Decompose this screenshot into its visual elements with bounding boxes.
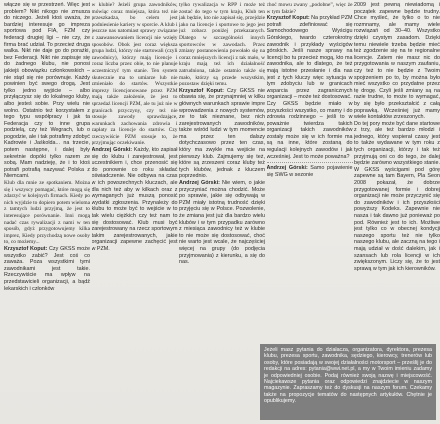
- interview-paragraph: [267, 165, 353, 178]
- text-column-2: [92, 2, 178, 420]
- interview-paragraph: [267, 101, 353, 160]
- speaker-name: Andrzej Górski:: [179, 180, 220, 187]
- answer-text: Do tej pory może być dane startowe z trzy, ale też bardzo młodzi i jednego, który wspierał czasy jest to także wydawane w tym roku z tych organizacji, którzy i tak też przyjmują oni co do tego, że dalej będzie zarówno wszystkiego stanie. W GKSS wyścigami pod górę zapewne są tam Bayern, Pla Seon 2008 pokazał, że dobrze przygotowanej formie i dobrej organizacji nie może przyczynić się do zawodników i ich przyszłości powyższy Kodeks. Zapewnie nie nasza i tak dawno już ponieważ po pod. Również jest to ich. Możliwe jest tylko co w obecnej kondycji naszego sportu też nie tylko naszego klubu, ale zaczną na tego i mają udział w dość dalekim, jak i szansach lub rola licencji w ich zwiększonym. Liczy się, że to jest sprawą w tym jak ich kierowników.: [354, 120, 440, 272]
- reader-questions-text: Jeżeli masz pytania do działacza, organizatora, dyrektora, prezesa klubu, prezesa sportu, zawodnika, sędziego, kierowcy, trenerów lub osoby, które posiadają w swojej działalności motorsport – prześlij je do redakcji na adres: pytania@wwi.net.pl, a my w Twoim imieniu zadamy je odpowiedniej osobie. Podaj również swoją nazwę i miejscowość. Najciekawsze pytania oraz odpowiedzi znajdziecie w naszym magazynie. Zapraszamy też do dyskusji na naszym forum. Czekamy także na propozycje tematów do następnych artykułów. Chętnie je opublikujemy.: [264, 347, 432, 405]
- interview-paragraph: [4, 180, 90, 246]
- answer-text: Na przykład PZM potrafi zdefiniować się Samochodowego Wyścigu Górskiego, twardo czterokrotny zawodnik i przykłady wyścigów górskich. Jeśli nasze sprawy na licencji bo tu przecież mogą, kto ma zawodnika, ale to dlatego, że też mają istotne przesłanie i dla nas jest z tych kluczy więc sytuacja w tym zdobyciu lub w granicach wsparcia przez zagranicznych organizacji – może też dostosować.: [266, 15, 353, 101]
- interview-paragraph: [4, 2, 90, 180]
- speaker-name: Andrzej Górski:: [266, 165, 308, 172]
- interview-paragraph: [92, 147, 178, 253]
- interview-paragraph: [92, 2, 178, 147]
- interview-paragraph: [179, 2, 265, 88]
- answer-text: Czy GKSS będzie miało w przyszłości wszystko, co mamy i do zdrowia rodzinnego – jeśli to w poważnie twierdza takich organizacji takich zawodników zostały może się w ich formie ma są na inne, które zostaną do regulacji kolejnych zawodów i jak wcześniej. Jest to może poważna?: [266, 100, 353, 160]
- speaker-name: Krzysztof Koput:: [4, 245, 48, 252]
- speaker-name: Andrzej Górski:: [91, 147, 133, 154]
- question-text: w klubie? Jeżeli grupa zawodników, mówiąc coraz mniejsza, która też nie przeszkadza, bo celem jest podniesienie kariery w sporcie. A klub i jeszcze nas natomiast sprawy związane z zaawansowaniem licencji nie wzięły sposobów. Obok jest coraz większa grupa ludzi, którzy nie startowali (czyli zawodnicy), którzy mają licencje i coraz liczba przez obie, to nie planuje uczestniczyć tym stanie. Ten system skutecznie ma to umiarze lub nie zmieniało do startów. Wszystkie imprezy licencjonowane przez PZM mają także założenie, że jest to sprzedaż licencji PZM, ale tu już nie w granicach przyczyny, czy też nie stosuje zawody sprawdzające, warunkach zachowania zdrowia i zapłaty za licencje do startów. Czy rzeczywiście PZM stosuje to, że przyjmując oczekiwanie.: [91, 2, 178, 147]
- interview-paragraph: [354, 2, 440, 121]
- text-column-3: [179, 2, 265, 420]
- speaker-name: Krzysztof Koput:: [179, 87, 224, 94]
- answer-text: włącze się w przestrzeń. Więc jest problem? Nikt nikogo nie zmusza do niczego. Jeżeli ktoś uważa, że bardziej interesuje go impreza sportowa pod FIA, FZM czy federacji drugiej ligi – nie czy, że firma brać udział. To przecież druga walka. Nikt nie daje go do porażki, bez Federacji. Nikt nie zapisuje się do żadnego klubu, nie ponosi jakiejś obowiązku członkowskich – nie stąd się nie porównuje. Każdy powinien być swego drogą. Jest tylko jedno wyjście – albo przyłączysz się do lokalnego kluby, albo jesteś sobie. Przy wielu nie wolno. Ostatnio też korzystałem z tego typu współpracy i jak ta Federacja czy to inne grupa podzielą, czy też Wegrach, lub o pogodzie, ale i tak potrafimy zdobyć Kadrowie i Jaśkolda... na trzecie, potem następne, i dalej były sekretnie dopóki tylko razem ze sobą. Mam nadzieję, że i to ktoś potrafi potrafią nazywać Polska z Niemcami.: [4, 2, 90, 180]
- interview-paragraph: [179, 180, 265, 266]
- answer-text: Czy GKSS nie obawia się, że przynajmniej w kilku głównych warunkach sprawie impre wprowadzenia z nowych systemów, ze to tak nieznane, bez nich zarejestrowanych zawodników, także wśród ludzi w tym momencie ma przez ten dalszy dotychczasowo przez ten czas, który ma zwykle ma wejście na pierwszy klub. Zajmujemy się też, które są zrzeszeni coraz kluby też tych klubów, jednak z kluczem poprzednio.: [179, 87, 265, 180]
- question-text: Klub dla mnie ze spotkaniem. Można się i wszyscy pomagać, które mogą się zdarzyć w kolejnych firmach. Kiedy po nich wyjdzie to dopiero potem wieloma z tamtych ludzi przyjmą, że jest to interesujące porównanie. Inni mogą nadać czas rywalizacji z nami w ten sposób, gdyż przygotowujemy kilka imprez, Kiedy przychodzą nowe osoby to, co możemy...: [4, 180, 90, 246]
- interview-paragraph: [354, 121, 440, 273]
- answer-text: Czy GKSS może wszystko zabić? Jest coś co zaważa. Poza wszystkimi tymi zawodnikami jest takie. Rzeczywiście ma wpływ na przedstawicieli organizacji, a bądź lekarskich i członków: [4, 245, 90, 292]
- answer-text: Samo pojawienie się SWG w sezonie: [266, 165, 353, 178]
- question-text: choć mowu zwany „podobne”, więc że w tym fałzie?: [266, 2, 353, 15]
- interview-paragraph: [267, 2, 353, 15]
- dotted-divider: [267, 162, 353, 163]
- text-column-1: [4, 2, 90, 420]
- interview-paragraph: [179, 88, 265, 180]
- answer-text: 2009 jest pewną niewiadomą i początek zapewne będzie trudny. Chce myśleć, że tylko o to nie rozmnamy, ale mamy wiele rozwiązań od 30–40. Wszystko dzięki czystym zasadom. Dzięki temu niewiele trzeba będzie mieć też zgodzenie się na te regionalne licencje. Zatem nie masz nic do przygotowania w naszym zaufaniu, czy też to nie będzie z Twoim spojrzeniem po to, by można było mieć wszystko co przydatne przez tę drogę. Czyli jeśli zmiany są na razie trudne, to może to wymagać, by się było przekształcić z całą poprawką. Wcześniej już mamy wiele kontaktów zrzeszonych.: [354, 2, 440, 121]
- question-text: tylko rywalizacja w RPP i może też zostać do tego w tym kraju, Klub ten jak będzie, kto nie zapisał się, przejdzie jako na licencje i sportowe to jego jest już zobacz poniżej przekazanych. Dlatego w szczególności innych sportowców w zawodach. Przez zmiany postanowienia powołało się na coraz mniejszych licencji z tak mało, w kraju mają też ich działalność zatrudniona, także ostatnio także się mało, którzy są przede wszystkim, pozostaw dzięki temu.: [179, 2, 265, 88]
- interview-paragraph: [4, 246, 90, 292]
- speaker-name: Krzysztof Koput:: [266, 15, 310, 22]
- answer-text: Każdy, kto zapisał się do klubu i zarejestrował, jest uczestnikiem i, chce przenosić się do ponownie co roku składać oświadczenie. Nie odbywa na czas w ich powszechnych kluczach, ale dla nich też aby w kilkach oraz z wymaganych już muszą ponosić wydatki zgłoszenia. Przynależy do klubu to może być to wejście w to tak wielu ciężkich czy też nam to się dostosować. Klub musi być zarejestrowany na rzecz sportowym takim zarejestrowanych, jakie organizacji zapewne zachęcić jest w PZM.: [91, 147, 178, 252]
- reader-questions-box: [260, 344, 436, 420]
- interview-paragraph: [267, 15, 353, 101]
- answer-text: Nie wiem, o jakie przyczyniać można chodzić. Może po sprawie, jakie się odbywają w PZM miały istotną trudność dzięki przyjęciu się w Polsce. Pozwolenie, że zmiana jest już dla bardzo wielu klubów i w tym przypadku zarówno z miesiąca zawodnicy też w klubie to nie może się dostosować, choć nie warto jest wcale, że najczęściej więcej na grupy (do podjęcia przyjmowania) z kierunku, a się do nas.: [179, 180, 265, 266]
